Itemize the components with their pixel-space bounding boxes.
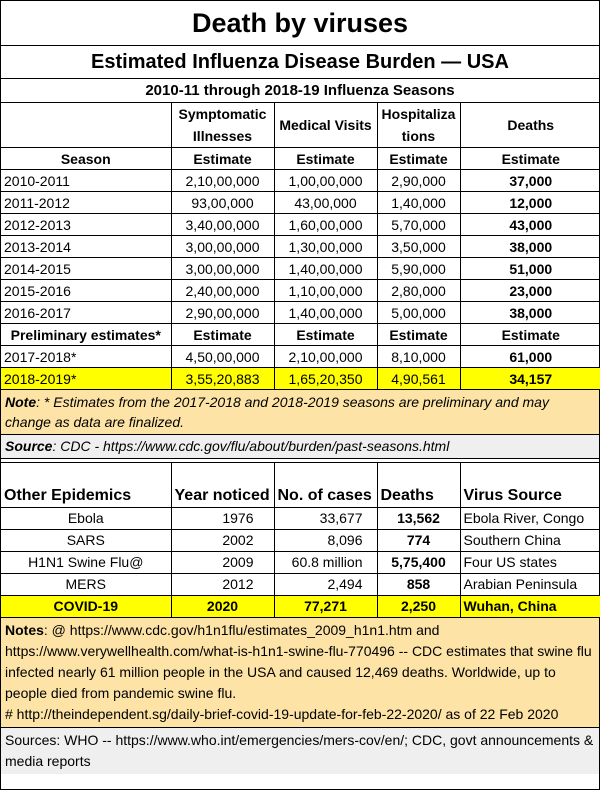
epidemic-row-cell: Ebola	[1, 507, 171, 529]
flu-table-subtitle: 2010-11 through 2018-19 Influenza Seasons	[1, 79, 599, 103]
flu-row-cell: 1,40,00,000	[274, 302, 377, 324]
flu-row-cell: 1,40,000	[377, 192, 460, 214]
flu-subheader-row-cell: Estimate	[377, 148, 460, 170]
flu-row-cell: 12,000	[460, 192, 600, 214]
flu-row-cell: 5,70,000	[377, 214, 460, 236]
flu-row-cell: 2012-2013	[1, 214, 171, 236]
covid-row-cell: 2,250	[377, 595, 460, 617]
flu-row-cell: 2016-2017	[1, 302, 171, 324]
epidemic-row-cell: 33,677	[274, 507, 377, 529]
flu-table-title: Estimated Influenza Disease Burden — USA	[1, 46, 599, 79]
flu-header-row-cell: Medical Visits	[274, 103, 377, 148]
flu-row	[1, 236, 600, 258]
epidemics-header-row-cell: Deaths	[377, 463, 460, 507]
flu-prelim-header-row-cell: Estimate	[274, 324, 377, 346]
flu-row-cell: 2,90,00,000	[171, 302, 274, 324]
flu-header-row	[1, 103, 600, 148]
epidemic-row	[1, 551, 600, 573]
epidemic-row-cell: MERS	[1, 573, 171, 595]
notes-text: : @ https://www.cdc.gov/h1n1flu/estimates_2009_h1n1.htm and https://www.verywellhealth.com/what-is-h1n1-swine-flu-770496 -- CDC estimates that swine flu infected nearly 61 million people in the USA and caused 12,469 deaths. Worldwide, up to people died from pandemic swine flu.	[5, 621, 592, 701]
epidemics-header-row-cell: Year noticed	[171, 463, 274, 507]
epidemics-header-row-cell: No. of cases	[274, 463, 377, 507]
epidemics-header-row-cell: Virus Source	[460, 463, 600, 507]
epidemic-row-cell: 60.8 million	[274, 551, 377, 573]
flu-note	[1, 390, 599, 435]
flu-prelim-row-cell: 2017-2018*	[1, 346, 171, 368]
flu-row-cell: 38,000	[460, 302, 600, 324]
flu-prelim-header-row-cell: Estimate	[171, 324, 274, 346]
flu-row-cell: 1,00,00,000	[274, 170, 377, 192]
flu-row-cell: 43,00,000	[274, 192, 377, 214]
covid-row-cell: 2020	[171, 595, 274, 617]
flu-row-cell: 2015-2016	[1, 280, 171, 302]
flu-subheader-row	[1, 148, 600, 170]
notes-line2: # http://theindependent.sg/daily-brief-covid-19-update-for-feb-22-2020/ as of 22 Feb 2020	[5, 705, 559, 722]
flu-row-cell: 2,80,000	[377, 280, 460, 302]
flu-prelim-header-row-cell: Estimate	[460, 324, 600, 346]
notes-label: Notes	[5, 621, 44, 638]
flu-highlight-row-cell: 34,157	[460, 368, 600, 390]
flu-row-cell: 2,10,00,000	[171, 170, 274, 192]
source-label: Source	[5, 438, 53, 454]
flu-subheader-row-cell: Estimate	[171, 148, 274, 170]
epidemic-row-cell: 1976	[171, 507, 274, 529]
flu-row-cell: 1,10,00,000	[274, 280, 377, 302]
flu-row-cell: 51,000	[460, 258, 600, 280]
epidemic-row-cell: 858	[377, 573, 460, 595]
flu-prelim-row-cell: 4,50,00,000	[171, 346, 274, 368]
epidemic-row-cell: 8,096	[274, 529, 377, 551]
flu-row-cell: 1,60,00,000	[274, 214, 377, 236]
flu-prelim-row-cell: 2,10,00,000	[274, 346, 377, 368]
flu-row-cell: 3,40,00,000	[171, 214, 274, 236]
flu-highlight-row-cell: 3,55,20,883	[171, 368, 274, 390]
flu-prelim-row	[1, 346, 600, 368]
flu-prelim-row-cell: 61,000	[460, 346, 600, 368]
flu-burden-table	[1, 103, 600, 390]
flu-row-cell: 93,00,000	[171, 192, 274, 214]
flu-row-cell: 2013-2014	[1, 236, 171, 258]
flu-highlight-row	[1, 368, 600, 390]
covid-row-cell: COVID-19	[1, 595, 171, 617]
flu-row-cell: 1,40,00,000	[274, 258, 377, 280]
flu-row-cell: 43,000	[460, 214, 600, 236]
page-title: Death by viruses	[1, 1, 599, 46]
epidemic-row-cell: Arabian Peninsula	[460, 573, 600, 595]
covid-row-cell: Wuhan, China	[460, 595, 600, 617]
flu-source	[1, 435, 599, 459]
epidemics-header-row-cell: Other Epidemics	[1, 463, 171, 507]
note-text: : * Estimates from the 2017-2018 and 2018-2019 seasons are preliminary and may change as data are finalized.	[5, 394, 549, 430]
flu-row-cell: 2,40,00,000	[171, 280, 274, 302]
flu-row-cell: 3,00,00,000	[171, 236, 274, 258]
flu-highlight-row-cell: 4,90,561	[377, 368, 460, 390]
epidemics-header-row	[1, 463, 600, 507]
flu-highlight-row-cell: 1,65,20,350	[274, 368, 377, 390]
flu-row-cell: 23,000	[460, 280, 600, 302]
epidemic-row-cell: Southern China	[460, 529, 600, 551]
flu-row	[1, 302, 600, 324]
epidemic-row	[1, 507, 600, 529]
epidemic-row	[1, 529, 600, 551]
flu-row	[1, 192, 600, 214]
flu-subheader-row-cell: Estimate	[274, 148, 377, 170]
epidemics-table	[1, 463, 600, 618]
flu-row-cell: 1,30,00,000	[274, 236, 377, 258]
epidemic-row-cell: 13,562	[377, 507, 460, 529]
flu-row-cell: 38,000	[460, 236, 600, 258]
epidemic-row	[1, 573, 600, 595]
flu-row-cell: 5,00,000	[377, 302, 460, 324]
flu-prelim-header-row-cell: Preliminary estimates*	[1, 324, 171, 346]
flu-highlight-row-cell: 2018-2019*	[1, 368, 171, 390]
flu-row	[1, 214, 600, 236]
flu-row-cell: 3,00,00,000	[171, 258, 274, 280]
flu-prelim-header-row	[1, 324, 600, 346]
flu-prelim-header-row-cell: Estimate	[377, 324, 460, 346]
flu-header-row-cell: Hospitaliza tions	[377, 103, 460, 148]
sources-footer: Sources: WHO -- https://www.who.int/emergencies/mers-cov/en/; CDC, govt announcements & media reports	[1, 728, 599, 774]
epidemic-row-cell: 774	[377, 529, 460, 551]
flu-row-cell: 3,50,000	[377, 236, 460, 258]
flu-row-cell: 2011-2012	[1, 192, 171, 214]
covid-row-cell: 77,271	[274, 595, 377, 617]
epidemic-row-cell: 2002	[171, 529, 274, 551]
flu-subheader-row-cell: Season	[1, 148, 171, 170]
flu-row	[1, 170, 600, 192]
epidemic-row-cell: 2,494	[274, 573, 377, 595]
epidemic-row-cell: Ebola River, Congo	[460, 507, 600, 529]
epidemics-notes	[1, 618, 599, 728]
flu-header-row-cell: Symptomatic Illnesses	[171, 103, 274, 148]
flu-row-cell: 2,90,000	[377, 170, 460, 192]
epidemic-row-cell: 2012	[171, 573, 274, 595]
flu-row-cell: 5,90,000	[377, 258, 460, 280]
flu-header-row-cell	[1, 103, 171, 148]
covid-row	[1, 595, 600, 617]
flu-row	[1, 258, 600, 280]
flu-subheader-row-cell: Estimate	[460, 148, 600, 170]
flu-prelim-row-cell: 8,10,000	[377, 346, 460, 368]
epidemic-row-cell: H1N1 Swine Flu@	[1, 551, 171, 573]
epidemic-row-cell: SARS	[1, 529, 171, 551]
epidemic-row-cell: 5,75,400	[377, 551, 460, 573]
flu-header-row-cell: Deaths	[460, 103, 600, 148]
flu-row-cell: 2010-2011	[1, 170, 171, 192]
epidemic-row-cell: Four US states	[460, 551, 600, 573]
flu-row-cell: 2014-2015	[1, 258, 171, 280]
note-label: Note	[5, 394, 37, 410]
flu-row	[1, 280, 600, 302]
flu-row-cell: 37,000	[460, 170, 600, 192]
source-text: : CDC - https://www.cdc.gov/flu/about/burden/past-seasons.html	[52, 438, 450, 454]
epidemic-row-cell: 2009	[171, 551, 274, 573]
